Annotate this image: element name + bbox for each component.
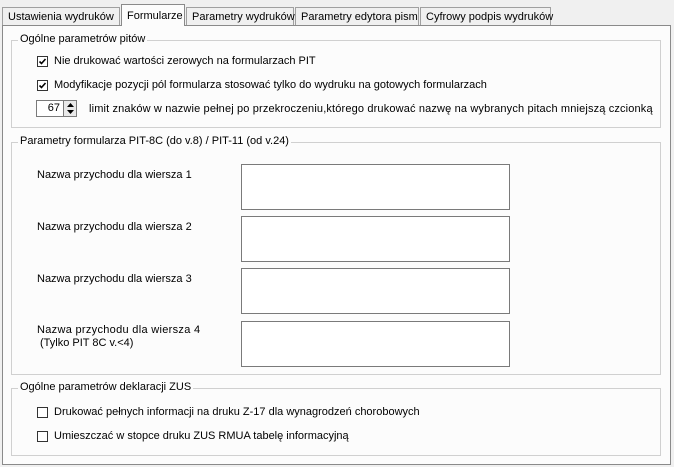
- group-pit-legend: Ogólne parametrów pitów: [20, 33, 146, 45]
- opt-no-zero-values-label: Nie drukować wartości zerowych na formularzach PIT: [54, 55, 316, 67]
- checkbox-unchecked-icon[interactable]: [37, 407, 48, 418]
- row4-input[interactable]: [241, 321, 510, 367]
- group-pit8c-legend: Parametry formularza PIT-8C (do v.8) / PIT-11 (od v.24): [20, 135, 289, 147]
- tab-cyfrowy-podpis-wydrukow[interactable]: Cyfrowy podpis wydruków: [420, 7, 551, 25]
- limit-label: limit znaków w nazwie pełnej po przekroczeniu,którego drukować nazwę na wybranych pitach mniejszą czcionką: [89, 103, 653, 115]
- row1-input[interactable]: [241, 164, 510, 210]
- checkbox-checked-icon[interactable]: [37, 80, 48, 91]
- row2-input[interactable]: [241, 216, 510, 262]
- group-pit-params: [11, 33, 661, 128]
- tab-formularze[interactable]: Formularze: [121, 4, 185, 26]
- opt-modify-positions-label: Modyfikacje pozycji pól formularza stosować tylko do wydruku na gotowych formularzach: [54, 79, 487, 91]
- group-pit8c-params: [11, 135, 661, 375]
- row3-label: Nazwa przychodu dla wiersza 3: [37, 273, 192, 285]
- limit-spinner[interactable]: [36, 100, 77, 117]
- limit-spinner-value[interactable]: 67: [36, 100, 64, 117]
- group-zus-params: [11, 381, 661, 456]
- row4-note: (Tylko PIT 8C v.<4): [40, 337, 134, 349]
- row3-input[interactable]: [241, 268, 510, 314]
- spin-down-icon[interactable]: [64, 109, 76, 117]
- opt-z17-info-label: Drukować pełnych informacji na druku Z-17 dla wynagrodzeń chorobowych: [54, 406, 420, 418]
- tab-parametry-wydrukow[interactable]: Parametry wydruków: [186, 7, 294, 25]
- opt-z17-info[interactable]: [37, 406, 420, 418]
- opt-rmua-table-label: Umieszczać w stopce druku ZUS RMUA tabelę informacyjną: [54, 430, 349, 442]
- group-zus-legend: Ogólne parametrów deklaracji ZUS: [20, 381, 192, 393]
- spin-up-icon[interactable]: [64, 101, 76, 109]
- tab-parametry-edytora-pism[interactable]: Parametry edytora pism: [295, 7, 419, 25]
- tab-ustawienia-wydrukow[interactable]: Ustawienia wydruków: [2, 7, 120, 25]
- opt-no-zero-values[interactable]: [37, 55, 316, 67]
- row4-label: Nazwa przychodu dla wiersza 4: [37, 324, 201, 336]
- checkbox-unchecked-icon[interactable]: [37, 431, 48, 442]
- tab-panel-formularze: [2, 25, 671, 465]
- opt-modify-positions[interactable]: [37, 79, 487, 91]
- opt-rmua-table[interactable]: [37, 430, 349, 442]
- checkbox-checked-icon[interactable]: [37, 56, 48, 67]
- row1-label: Nazwa przychodu dla wiersza 1: [37, 169, 192, 181]
- row2-label: Nazwa przychodu dla wiersza 2: [37, 221, 192, 233]
